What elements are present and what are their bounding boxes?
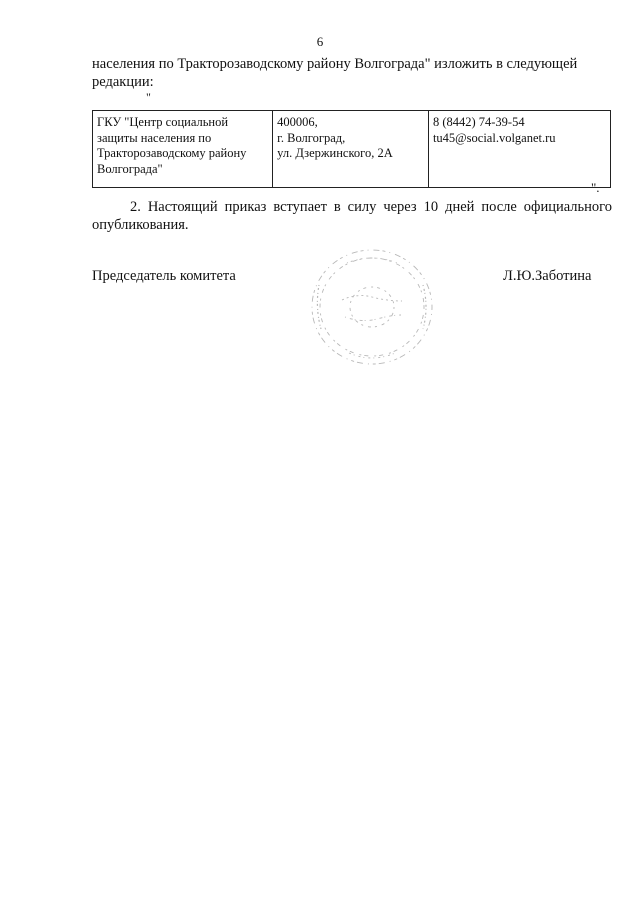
paragraph-2: 2. Настоящий приказ вступает в силу через 10 дней после официального опубликования. bbox=[92, 199, 612, 233]
intro-line-2: редакции: bbox=[92, 74, 154, 90]
cell-text: Волгограда" bbox=[97, 161, 163, 176]
signer-title: Председатель комитета bbox=[92, 268, 236, 284]
cell-contacts bbox=[428, 111, 610, 188]
info-table bbox=[92, 110, 611, 188]
close-quote-mark: ". bbox=[591, 180, 600, 195]
cell-text: tu45@social.volganet.ru bbox=[432, 130, 556, 145]
table-row bbox=[93, 111, 611, 188]
cell-text: ГКУ "Центр социальной bbox=[97, 115, 229, 129]
open-quote-mark: " bbox=[146, 90, 151, 104]
cell-text: Тракторозаводскому району bbox=[97, 146, 247, 160]
cell-address bbox=[273, 111, 429, 188]
page-number: 6 bbox=[316, 34, 324, 49]
intro-line-1: населения по Тракторозаводскому району Волгограда" изложить в следующей bbox=[92, 56, 578, 72]
intro-paragraph bbox=[92, 55, 612, 91]
cell-text: 8 (8442) 74-39-54 bbox=[432, 115, 525, 129]
official-stamp bbox=[307, 245, 437, 370]
cell-text: г. Волгоград, bbox=[277, 130, 346, 145]
cell-organization-name bbox=[93, 111, 273, 188]
cell-text: защиты населения по bbox=[97, 130, 212, 145]
signer-name: Л.Ю.Заботина bbox=[503, 268, 592, 284]
cell-text: 400006, bbox=[277, 115, 318, 129]
cell-text: ул. Дзержинского, 2А bbox=[277, 146, 393, 160]
